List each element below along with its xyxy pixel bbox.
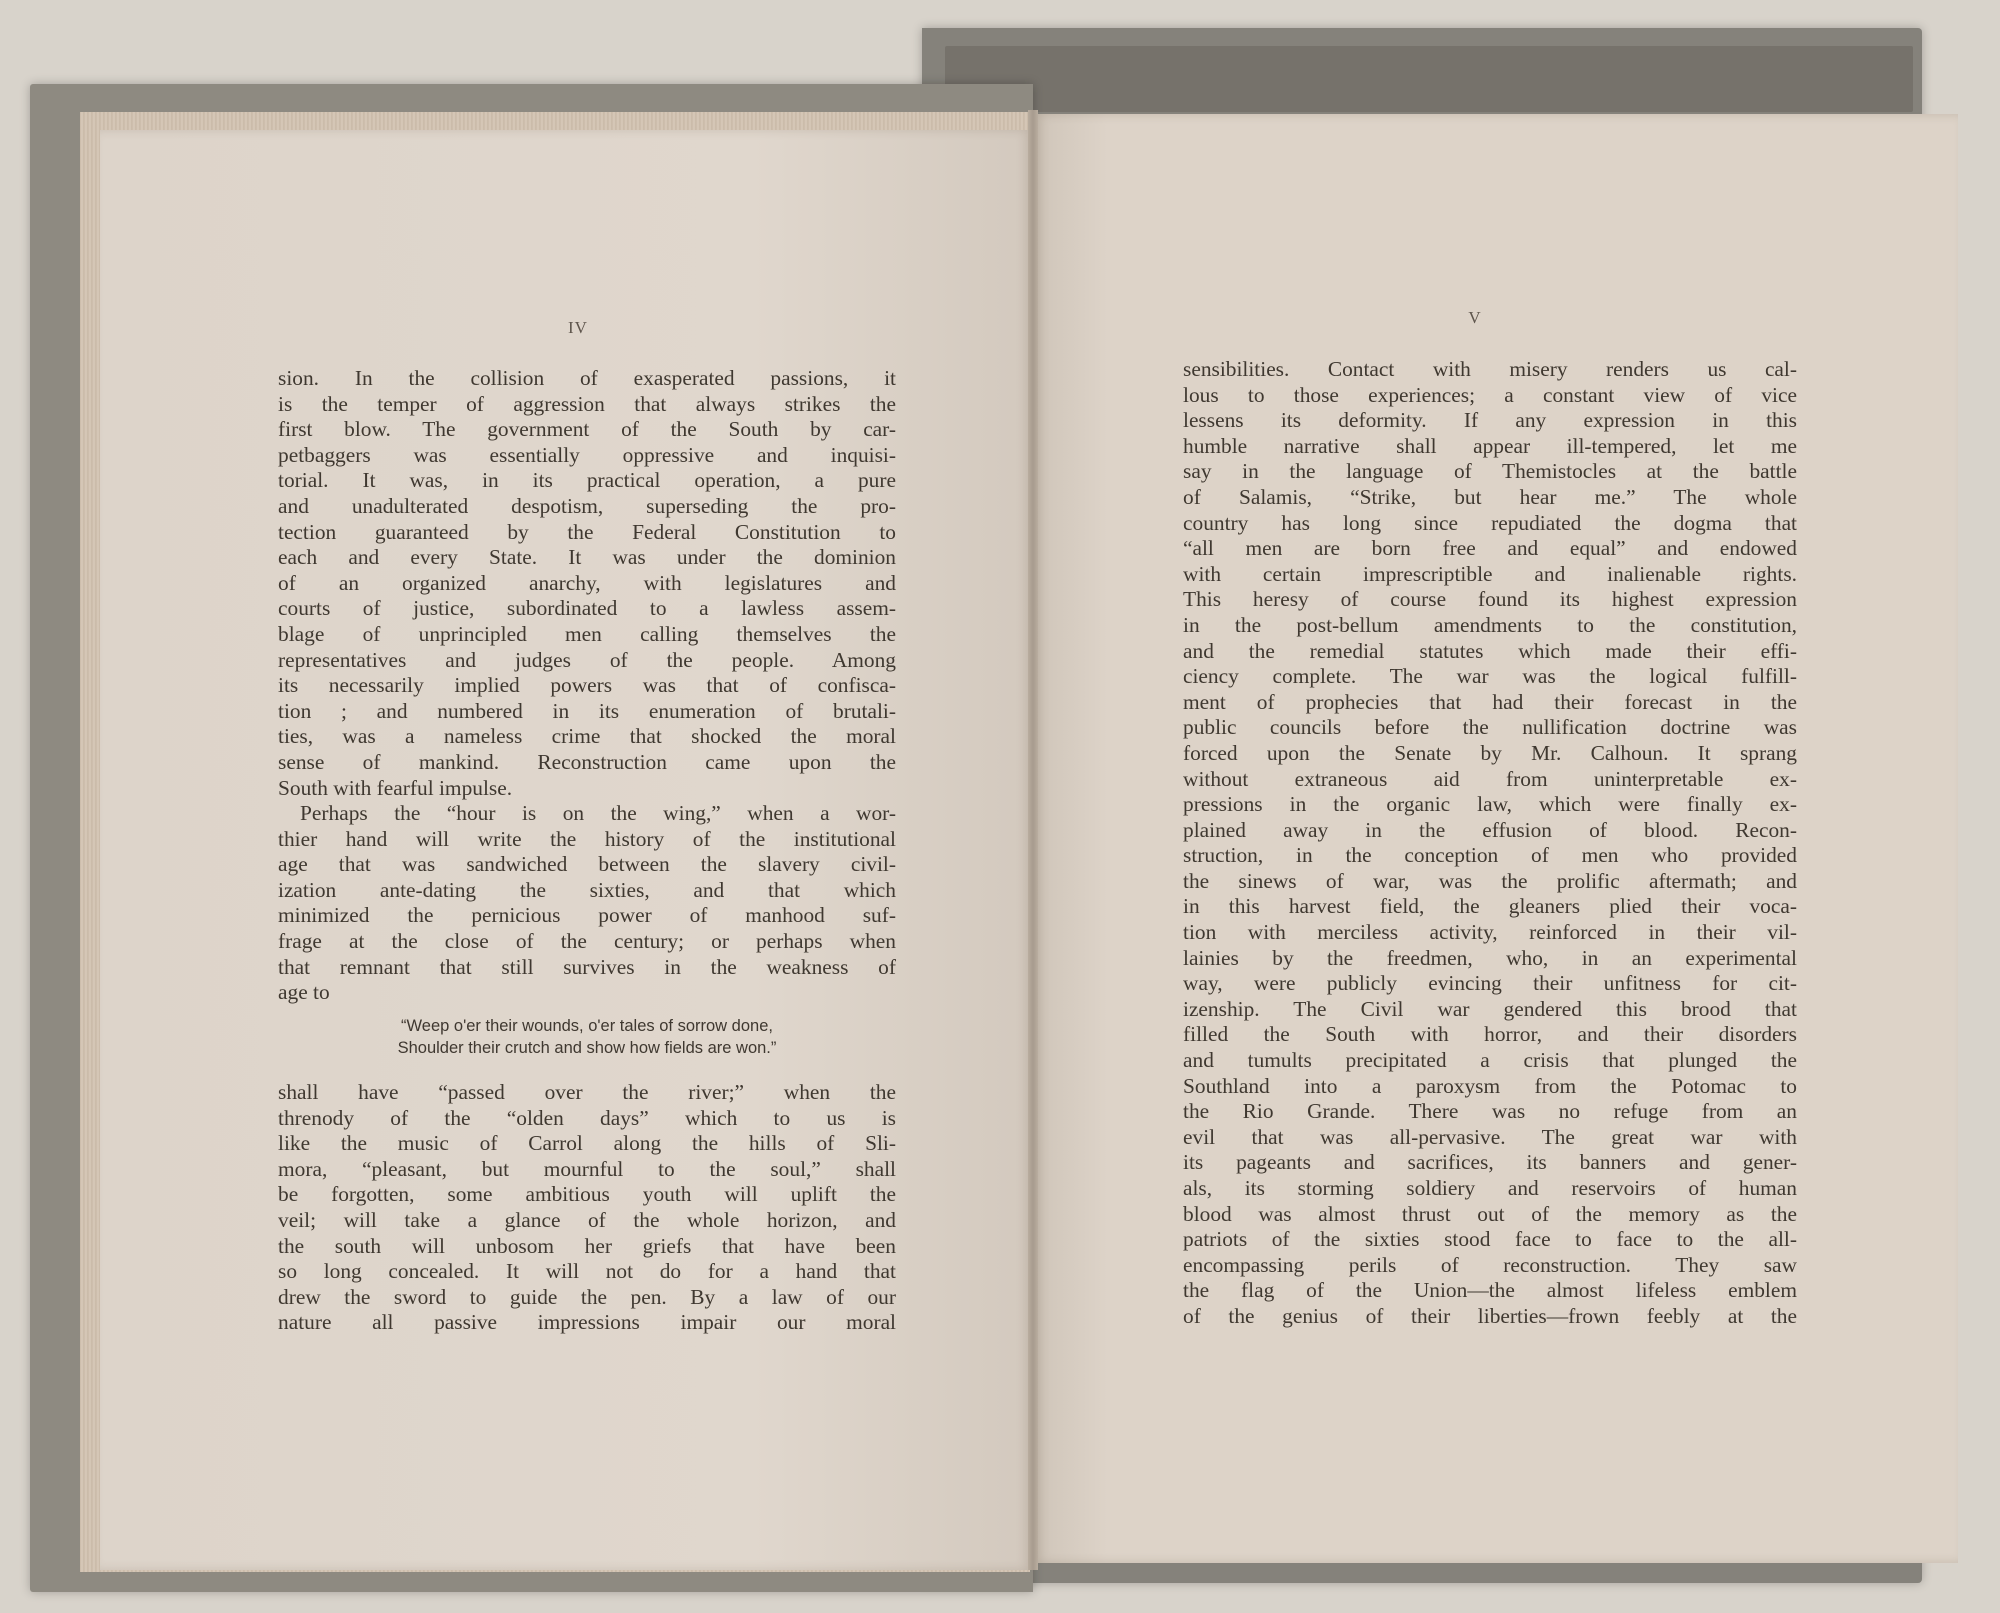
text-line: sensibilities. Contact with misery renders us cal- <box>1183 357 1797 381</box>
text-line: ization ante-dating the sixties, and that which <box>278 877 896 902</box>
text-line: and unadulterated despotism, superseding the pro- <box>278 493 896 518</box>
text-line: without extraneous aid from uninterpretable ex- <box>1183 766 1797 791</box>
text-line: representatives and judges of the people. Among <box>278 647 896 672</box>
text-line: lous to those experiences; a constant view of vice <box>1183 382 1797 407</box>
text-line: tion ; and numbered in its enumeration of brutali- <box>278 698 896 723</box>
text-line: be forgotten, some ambitious youth will uplift the <box>278 1182 896 1207</box>
text-line: ment of prophecies that had their forecast in the <box>1183 689 1797 714</box>
left-page-body-continued <box>278 1080 896 1336</box>
text-line: tion with merciless activity, reinforced in their vil- <box>1183 920 1797 945</box>
text-line: in the post-bellum amendments to the constitution, <box>1183 612 1797 637</box>
text-line: that remnant that still survives in the weakness of <box>278 954 896 979</box>
text-line: in this harvest field, the gleaners plied their voca- <box>1183 894 1797 919</box>
text-line: forced upon the Senate by Mr. Calhoun. It sprang <box>1183 740 1797 765</box>
text-line: torial. It was, in its practical operation, a pure <box>278 468 896 493</box>
text-line: way, were publicly evincing their unfitness for cit- <box>1183 971 1797 996</box>
text-line: pressions in the organic law, which were finally ex- <box>1183 792 1797 817</box>
text-line: nature all passive impressions impair our moral <box>278 1310 896 1335</box>
text-line: izenship. The Civil war gendered this brood that <box>1183 996 1797 1021</box>
text-line: its pageants and sacrifices, its banners and gener- <box>1183 1150 1797 1175</box>
text-line: each and every State. It was under the dominion <box>278 545 896 570</box>
text-line: courts of justice, subordinated to a lawless assem- <box>278 596 896 621</box>
text-line: country has long since repudiated the dogma that <box>1183 510 1797 535</box>
text-line: the Rio Grande. There was no refuge from an <box>1183 1099 1797 1124</box>
page-number-left: IV <box>568 318 588 337</box>
text-line: blood was almost thrust out of the memory as the <box>1183 1201 1797 1226</box>
text-line: like the music of Carrol along the hills of Sli- <box>278 1131 896 1156</box>
text-line: and the remedial statutes which made their effi- <box>1183 638 1797 663</box>
text-line: threnody of the “olden days” which to us is <box>278 1105 896 1130</box>
text-line: lessens its deformity. If any expression in this <box>1183 408 1797 433</box>
quoted-verse <box>278 1015 896 1059</box>
text-line: age to <box>278 980 330 1005</box>
text-line: lainies by the freedmen, who, in an experimental <box>1183 945 1797 970</box>
text-line: plained away in the effusion of blood. Recon- <box>1183 817 1797 842</box>
text-line: thier hand will write the history of the institutional <box>278 826 896 851</box>
text-line: blage of unprincipled men calling themselves the <box>278 621 896 646</box>
text-line: shall have “passed over the river;” when the <box>278 1080 896 1104</box>
text-line: sense of mankind. Reconstruction came upon the <box>278 749 896 774</box>
text-line: encompassing perils of reconstruction. They saw <box>1183 1252 1797 1277</box>
text-line: say in the language of Themistocles at the battle <box>1183 459 1797 484</box>
left-page-body <box>278 366 896 1006</box>
text-line: struction, in the conception of men who provided <box>1183 843 1797 868</box>
book-gutter <box>1028 110 1038 1570</box>
text-line: Southland into a paroxysm from the Potomac to <box>1183 1073 1797 1098</box>
text-line: the sinews of war, was the prolific aftermath; and <box>1183 868 1797 893</box>
right-page-body <box>1183 357 1797 1330</box>
text-line: evil that was all-pervasive. The great war with <box>1183 1124 1797 1149</box>
text-line: with certain imprescriptible and inalienable rights. <box>1183 561 1797 586</box>
text-line: of an organized anarchy, with legislatures and <box>278 570 896 595</box>
page-number-right: V <box>1468 308 1482 327</box>
text-line: tection guaranteed by the Federal Constitution to <box>278 519 896 544</box>
text-line: and tumults precipitated a crisis that plunged the <box>1183 1048 1797 1073</box>
text-line: South with fearful impulse. <box>278 775 513 800</box>
text-line: petbaggers was essentially oppressive and inquisi- <box>278 442 896 467</box>
text-line: first blow. The government of the South by car- <box>278 417 896 442</box>
text-line: is the temper of aggression that always strikes the <box>278 391 896 416</box>
text-line: the flag of the Union—the almost lifeless emblem <box>1183 1278 1797 1303</box>
text-line: als, its storming soldiery and reservoirs of human <box>1183 1176 1797 1200</box>
text-line: its necessarily implied powers was that of confisca- <box>278 673 896 698</box>
text-line: “all men are born free and equal” and endowed <box>1183 536 1797 561</box>
text-line: filled the South with horror, and their disorders <box>1183 1022 1797 1047</box>
text-line: of the genius of their liberties—frown feebly at the <box>1183 1303 1797 1328</box>
verse-line: Shoulder their crutch and show how fields are won.” <box>397 1039 777 1057</box>
text-line: This heresy of course found its highest expression <box>1183 587 1797 612</box>
text-line: minimized the pernicious power of manhood suf- <box>278 903 896 928</box>
book-headband <box>945 46 1913 112</box>
text-line: sion. In the collision of exasperated passions, it <box>278 366 896 390</box>
text-line: public councils before the nullification doctrine was <box>1183 715 1797 740</box>
text-line: mora, “pleasant, but mournful to the soul,” shall <box>278 1156 896 1181</box>
text-line: so long concealed. It will not do for a hand that <box>278 1259 896 1284</box>
text-line: Perhaps the “hour is on the wing,” when a wor- <box>300 801 896 826</box>
text-line: drew the sword to guide the pen. By a law of our <box>278 1284 896 1309</box>
text-line: ciency complete. The war was the logical fulfill- <box>1183 664 1797 689</box>
text-line: patriots of the sixties stood face to face to the all- <box>1183 1227 1797 1252</box>
text-line: age that was sandwiched between the slavery civil- <box>278 852 896 877</box>
verse-line: “Weep o'er their wounds, o'er tales of sorrow done, <box>401 1017 773 1035</box>
text-line: veil; will take a glance of the whole horizon, and <box>278 1207 896 1232</box>
text-line: the south will unbosom her griefs that have been <box>278 1233 896 1258</box>
text-line: ties, was a nameless crime that shocked the moral <box>278 724 896 749</box>
text-line: of Salamis, “Strike, but hear me.” The whole <box>1183 484 1797 509</box>
text-line: humble narrative shall appear ill-tempered, let me <box>1183 433 1797 458</box>
text-line: frage at the close of the century; or perhaps when <box>278 929 896 954</box>
